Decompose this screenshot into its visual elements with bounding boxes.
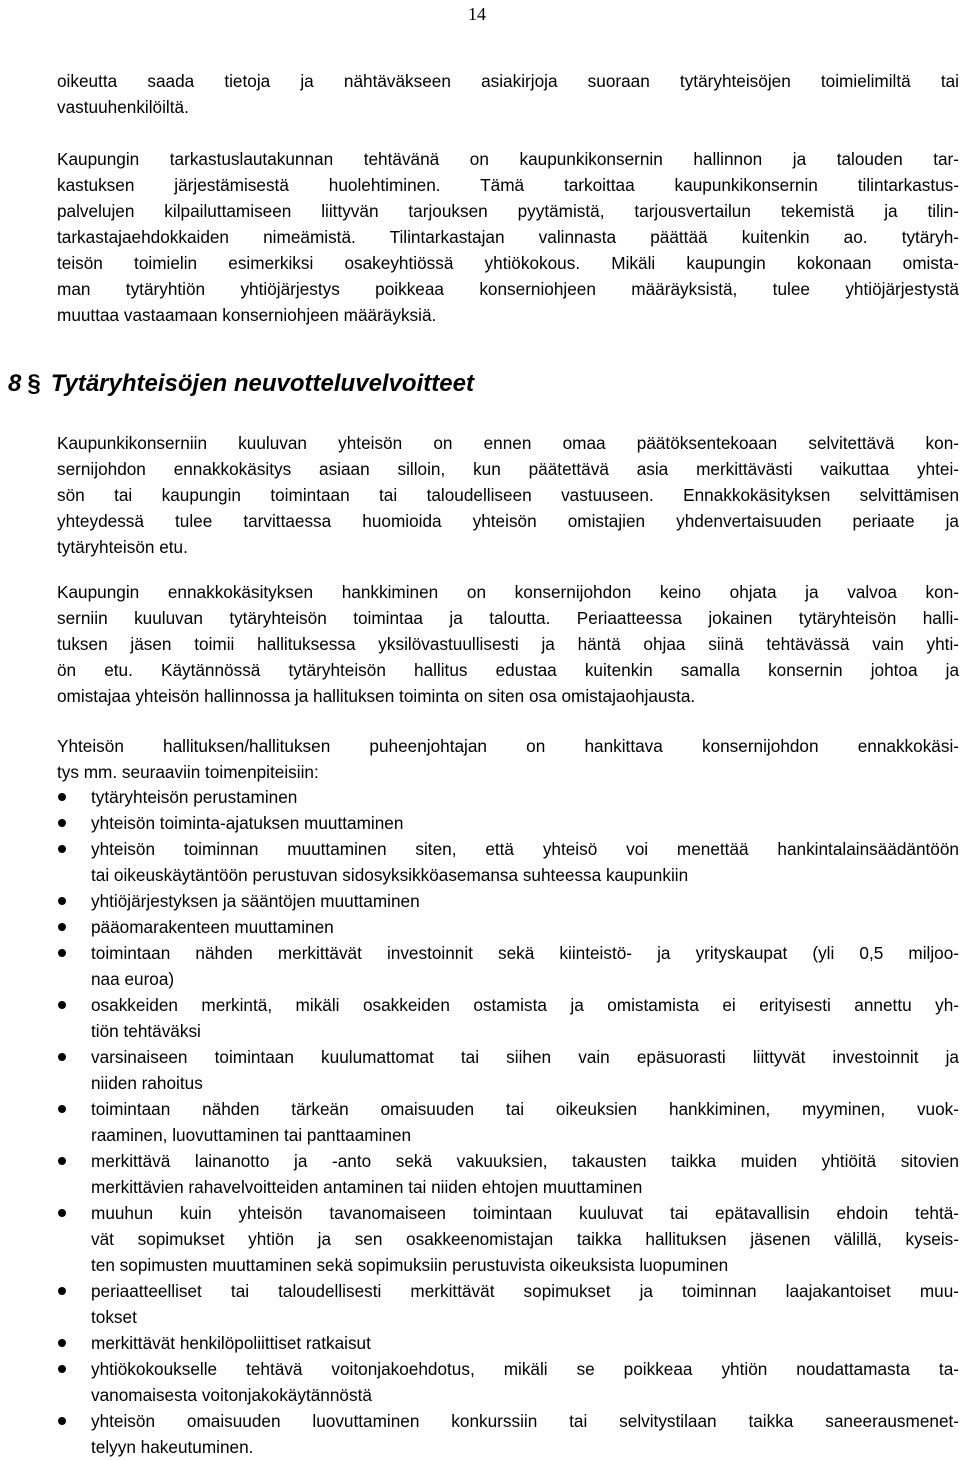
page-number: 14: [468, 4, 486, 24]
text-line: teisön toimielin esimerkiksi osakeyhtiössä yhtiökokous. Mikäli kaupungin kokonaan omista-: [57, 253, 959, 273]
text-line: tytäryhteisön etu.: [57, 537, 188, 557]
text-line: omistajaa yhteisön hallinnossa ja hallituksen toiminta on siten osa omistajaohjausta.: [57, 686, 696, 706]
text-line: tys mm. seuraaviin toimenpiteisiin:: [57, 762, 319, 782]
text-line: osakkeiden merkintä, mikäli osakkeiden ostamista ja omistamista ei erityisesti annettu yh-: [91, 995, 959, 1015]
text-line: toimintaan nähden tärkeän omaisuuden tai oikeuksien hankkiminen, myyminen, vuok-: [91, 1099, 959, 1119]
list-item: [57, 1200, 959, 1278]
paragraph: [57, 733, 959, 785]
text-line: Kaupunkikonserniin kuuluvan yhteisön on ennen omaa päätöksentekoaan selvitettävä kon-: [57, 433, 959, 453]
text-line: Kaupungin ennakkokäsityksen hankkiminen on konsernijohdon keino ohjata ja valvoa kon-: [57, 582, 959, 602]
text-line: tai oikeuskäytäntöön perustuvan sidosyksikköasemansa suhteessa kaupunkiin: [91, 865, 689, 885]
section-heading: [8, 369, 474, 399]
paragraph: [57, 430, 959, 560]
text-line: palvelujen kilpailuttamiseen liittyvän tarjouksen pyytämistä, tarjousvertailun tekemistä ja tilin-: [57, 201, 959, 221]
bullet-icon: [58, 793, 66, 801]
text-line: muuttaa vastaamaan konserniohjeen määräyksiä.: [57, 305, 437, 325]
text-line: serniin kuuluvan tytäryhteisön toimintaa ja taloutta. Periaatteessa jokainen tytäryhteisön halli-: [57, 608, 959, 628]
text-line: Kaupungin tarkastuslautakunnan tehtävänä on kaupunkikonsernin hallinnon ja talouden tar-: [57, 149, 959, 169]
text-line: vanomaisesta voitonjakokäytännöstä: [91, 1385, 372, 1405]
paragraph: [57, 146, 959, 328]
text-line: vät sopimukset yhtiön ja sen osakkeenomistajan taikka hallituksen jäsenen välillä, kyseis-: [91, 1229, 959, 1249]
text-line: merkittävien rahavelvoitteiden antaminen tai niiden ehtojen muuttaminen: [91, 1177, 643, 1197]
bullet-icon: [58, 1287, 66, 1295]
list-item: [57, 784, 959, 810]
text-line: raaminen, luovuttaminen tai panttaaminen: [91, 1125, 412, 1145]
section-number: 8: [8, 370, 22, 397]
text-line: periaatteelliset tai taloudellisesti merkittävät sopimukset ja toiminnan laajakantoiset muu-: [91, 1281, 959, 1301]
bullet-icon: [58, 1417, 66, 1425]
text-line: muuhun kuin yhteisön tavanomaiseen toimintaan kuuluvat tai epätavallisin ehdoin tehtä-: [91, 1203, 959, 1223]
list-item: [57, 836, 959, 888]
bullet-icon: [58, 1339, 66, 1347]
text-line: yhteydessä tulee tarvittaessa huomioida yhteisön omistajien yhdenvertaisuuden periaate ja: [57, 511, 959, 531]
text-line: kastuksen järjestämisestä huolehtiminen. Tämä tarkoittaa kaupunkikonsernin tilintarkastus-: [57, 175, 959, 195]
list-item: [57, 1096, 959, 1148]
list-item: [57, 1148, 959, 1200]
text-line: tarkastajaehdokkaiden nimeämistä. Tilintarkastajan valinnasta päättää kuitenkin ao. tytäryh-: [57, 227, 959, 247]
text-line: pääomarakenteen muuttaminen: [91, 917, 334, 937]
text-line: telyyn hakeutuminen.: [91, 1437, 254, 1457]
text-line: naa euroa): [91, 969, 175, 989]
list-item: [57, 1356, 959, 1408]
bullet-list: [57, 784, 959, 1460]
bullet-icon: [58, 1001, 66, 1009]
list-item: [57, 940, 959, 992]
text-line: merkittävät henkilöpoliittiset ratkaisut: [91, 1333, 371, 1353]
bullet-icon: [58, 949, 66, 957]
text-line: ön etu. Käytännössä tytäryhteisön hallitus edustaa kuitenkin samalla konsernin johtoa ja: [57, 660, 959, 680]
bullet-icon: [58, 845, 66, 853]
text-line: sernijohdon ennakkokäsitys asiaan silloin, kun päätettävä asia merkittävästi vaikuttaa yhtei-: [57, 459, 959, 479]
text-line: tuksen jäsen toimii hallituksessa yksilövastuullisesti ja häntä ohjaa siinä tehtävässä vain yhti-: [57, 634, 959, 654]
paragraph: [57, 579, 959, 709]
text-line: varsinaiseen toimintaan kuulumattomat tai siihen vain epäsuorasti liittyvät investoinnit ja: [91, 1047, 959, 1067]
bullet-icon: [58, 1105, 66, 1113]
text-line: ten sopimusten muuttaminen sekä sopimuksiin perustuvista oikeuksista luopuminen: [91, 1255, 729, 1275]
bullet-icon: [58, 1209, 66, 1217]
text-line: tytäryhteisön perustaminen: [91, 787, 298, 807]
text-line: yhteisön toiminnan muuttaminen siten, että yhteisö voi menettää hankintalainsäädäntöön: [91, 839, 959, 859]
list-item: [57, 914, 959, 940]
text-line: sön tai kaupungin toimintaan tai taloudelliseen vastuuseen. Ennakkokäsityksen selvittämisen: [57, 485, 959, 505]
text-line: yhtiöjärjestyksen ja sääntöjen muuttaminen: [91, 891, 420, 911]
text-line: merkittävä lainanotto ja -anto sekä vakuuksien, takausten taikka muiden yhtiöitä sitovien: [91, 1151, 959, 1171]
list-item: [57, 888, 959, 914]
text-line: vastuuhenkilöiltä.: [57, 97, 189, 117]
text-line: niiden rahoitus: [91, 1073, 203, 1093]
text-line: yhteisön toiminta-ajatuksen muuttaminen: [91, 813, 404, 833]
bullet-icon: [58, 819, 66, 827]
list-item: [57, 992, 959, 1044]
bullet-icon: [58, 1053, 66, 1061]
bullet-icon: [58, 1157, 66, 1165]
bullet-icon: [58, 1365, 66, 1373]
text-line: oikeutta saada tietoja ja nähtäväkseen asiakirjoja suoraan tytäryhteisöjen toimielimiltä tai: [57, 71, 959, 91]
text-line: yhteisön omaisuuden luovuttaminen konkurssiin tai selvitystilaan taikka saneerausmenet-: [91, 1411, 959, 1431]
bullet-icon: [58, 923, 66, 931]
list-item: [57, 1278, 959, 1330]
text-line: toimintaan nähden merkittävät investoinnit sekä kiinteistö- ja yrityskaupat (yli 0,5 miljoo-: [91, 943, 959, 963]
paragraph: [57, 68, 959, 120]
list-item: [57, 1408, 959, 1460]
section-title: Tytäryhteisöjen neuvotteluvelvoitteet: [50, 370, 474, 397]
list-item: [57, 810, 959, 836]
bullet-icon: [58, 897, 66, 905]
text-line: Yhteisön hallituksen/hallituksen puheenjohtajan on hankittava konsernijohdon ennakkokäsi-: [57, 736, 959, 756]
text-line: tokset: [91, 1307, 137, 1327]
text-line: man tytäryhtiön yhtiöjärjestys poikkeaa konserniohjeen määräyksistä, tulee yhtiöjärjestystä: [57, 279, 959, 299]
list-item: [57, 1330, 959, 1356]
text-line: tiön tehtäväksi: [91, 1021, 201, 1041]
list-item: [57, 1044, 959, 1096]
section-sign: §: [27, 370, 41, 397]
text-line: yhtiökokoukselle tehtävä voitonjakoehdotus, mikäli se poikkeaa yhtiön noudattamasta ta-: [91, 1359, 959, 1379]
